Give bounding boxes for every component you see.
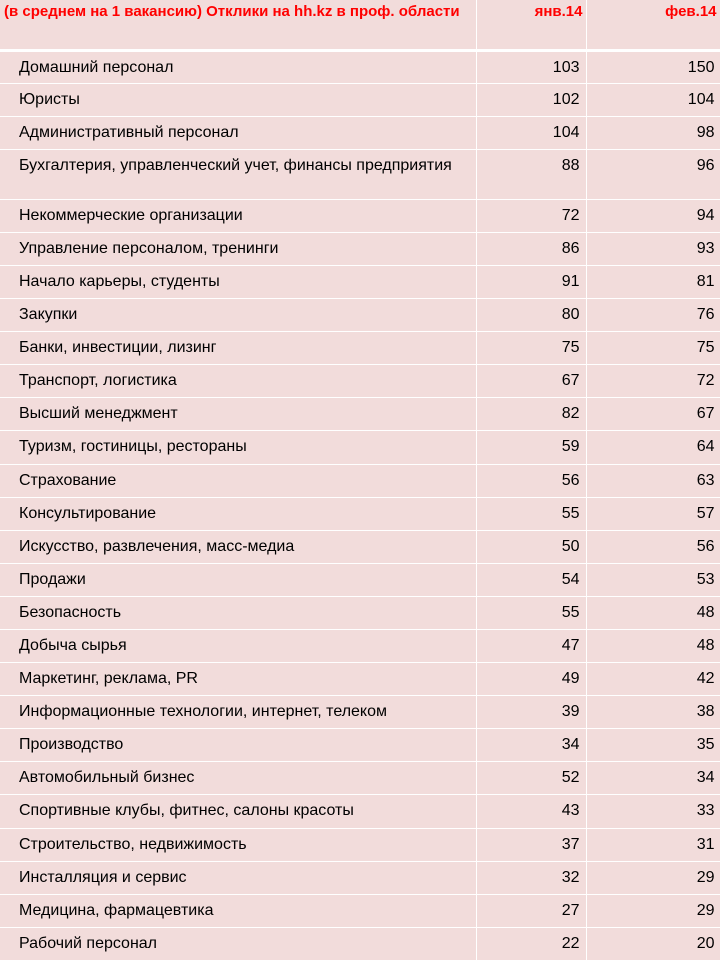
table-row xyxy=(0,398,720,431)
row-jan-value: 103 xyxy=(476,50,586,83)
row-category: Информационные технологии, интернет, телеком xyxy=(0,696,476,729)
row-feb-value: 96 xyxy=(586,149,720,199)
row-category: Высший менеджмент xyxy=(0,398,476,431)
table-row xyxy=(0,464,720,497)
table-row xyxy=(0,299,720,332)
row-category: Юристы xyxy=(0,83,476,116)
row-feb-value: 31 xyxy=(586,828,720,861)
header-jan: янв.14 xyxy=(476,0,586,50)
row-jan-value: 32 xyxy=(476,861,586,894)
row-feb-value: 94 xyxy=(586,199,720,232)
row-jan-value: 52 xyxy=(476,762,586,795)
row-category: Автомобильный бизнес xyxy=(0,762,476,795)
row-category: Страхование xyxy=(0,464,476,497)
row-category: Банки, инвестиции, лизинг xyxy=(0,332,476,365)
table-row xyxy=(0,199,720,232)
row-feb-value: 33 xyxy=(586,795,720,828)
table-row xyxy=(0,232,720,265)
row-feb-value: 57 xyxy=(586,497,720,530)
row-jan-value: 88 xyxy=(476,149,586,199)
table-row xyxy=(0,332,720,365)
table-row xyxy=(0,596,720,629)
row-jan-value: 55 xyxy=(476,596,586,629)
table-row xyxy=(0,861,720,894)
row-category: Бухгалтерия, управленческий учет, финансы предприятия xyxy=(0,149,476,199)
row-jan-value: 80 xyxy=(476,299,586,332)
row-jan-value: 34 xyxy=(476,729,586,762)
header-title: (в среднем на 1 вакансию) Отклики на hh.kz в проф. области xyxy=(0,0,476,50)
row-category: Консультирование xyxy=(0,497,476,530)
table-row xyxy=(0,265,720,298)
row-jan-value: 82 xyxy=(476,398,586,431)
row-feb-value: 42 xyxy=(586,663,720,696)
row-category: Административный персонал xyxy=(0,116,476,149)
row-feb-value: 20 xyxy=(586,927,720,960)
table-row xyxy=(0,563,720,596)
row-jan-value: 91 xyxy=(476,265,586,298)
row-category: Маркетинг, реклама, PR xyxy=(0,663,476,696)
table-row xyxy=(0,365,720,398)
table-row xyxy=(0,630,720,663)
row-category: Некоммерческие организации xyxy=(0,199,476,232)
row-feb-value: 76 xyxy=(586,299,720,332)
row-feb-value: 64 xyxy=(586,431,720,464)
table-body xyxy=(0,50,720,960)
row-feb-value: 93 xyxy=(586,232,720,265)
row-jan-value: 102 xyxy=(476,83,586,116)
row-jan-value: 55 xyxy=(476,497,586,530)
row-category: Медицина, фармацевтика xyxy=(0,894,476,927)
row-feb-value: 53 xyxy=(586,563,720,596)
row-feb-value: 34 xyxy=(586,762,720,795)
row-feb-value: 48 xyxy=(586,630,720,663)
table-row xyxy=(0,116,720,149)
row-jan-value: 49 xyxy=(476,663,586,696)
table-header xyxy=(0,0,720,50)
row-jan-value: 75 xyxy=(476,332,586,365)
table-row xyxy=(0,431,720,464)
table-row xyxy=(0,696,720,729)
row-jan-value: 86 xyxy=(476,232,586,265)
row-jan-value: 43 xyxy=(476,795,586,828)
table-row xyxy=(0,795,720,828)
row-category: Туризм, гостиницы, рестораны xyxy=(0,431,476,464)
table-row xyxy=(0,50,720,83)
table-row xyxy=(0,729,720,762)
table-row xyxy=(0,149,720,199)
row-feb-value: 35 xyxy=(586,729,720,762)
row-jan-value: 54 xyxy=(476,563,586,596)
row-jan-value: 37 xyxy=(476,828,586,861)
row-category: Начало карьеры, студенты xyxy=(0,265,476,298)
row-category: Строительство, недвижимость xyxy=(0,828,476,861)
row-feb-value: 48 xyxy=(586,596,720,629)
row-jan-value: 72 xyxy=(476,199,586,232)
header-feb: фев.14 xyxy=(586,0,720,50)
table-row xyxy=(0,497,720,530)
row-feb-value: 98 xyxy=(586,116,720,149)
header-row xyxy=(0,0,720,50)
row-jan-value: 59 xyxy=(476,431,586,464)
row-feb-value: 29 xyxy=(586,861,720,894)
row-feb-value: 72 xyxy=(586,365,720,398)
row-category: Спортивные клубы, фитнес, салоны красоты xyxy=(0,795,476,828)
table-row xyxy=(0,663,720,696)
row-jan-value: 50 xyxy=(476,530,586,563)
row-feb-value: 81 xyxy=(586,265,720,298)
row-category: Закупки xyxy=(0,299,476,332)
table-row xyxy=(0,83,720,116)
table-row xyxy=(0,762,720,795)
row-feb-value: 104 xyxy=(586,83,720,116)
row-feb-value: 75 xyxy=(586,332,720,365)
row-jan-value: 47 xyxy=(476,630,586,663)
table-row xyxy=(0,828,720,861)
row-category: Искусство, развлечения, масс-медиа xyxy=(0,530,476,563)
row-feb-value: 67 xyxy=(586,398,720,431)
row-category: Управление персоналом, тренинги xyxy=(0,232,476,265)
table-row xyxy=(0,894,720,927)
row-feb-value: 29 xyxy=(586,894,720,927)
row-jan-value: 39 xyxy=(476,696,586,729)
table-row xyxy=(0,927,720,960)
row-category: Транспорт, логистика xyxy=(0,365,476,398)
row-feb-value: 38 xyxy=(586,696,720,729)
row-category: Производство xyxy=(0,729,476,762)
row-category: Рабочий персонал xyxy=(0,927,476,960)
row-category: Добыча сырья xyxy=(0,630,476,663)
row-jan-value: 67 xyxy=(476,365,586,398)
row-jan-value: 56 xyxy=(476,464,586,497)
row-feb-value: 150 xyxy=(586,50,720,83)
row-category: Инсталляция и сервис xyxy=(0,861,476,894)
row-jan-value: 104 xyxy=(476,116,586,149)
row-category: Продажи xyxy=(0,563,476,596)
row-feb-value: 56 xyxy=(586,530,720,563)
row-feb-value: 63 xyxy=(586,464,720,497)
row-jan-value: 22 xyxy=(476,927,586,960)
row-category: Безопасность xyxy=(0,596,476,629)
table-row xyxy=(0,530,720,563)
row-jan-value: 27 xyxy=(476,894,586,927)
row-category: Домашний персонал xyxy=(0,50,476,83)
